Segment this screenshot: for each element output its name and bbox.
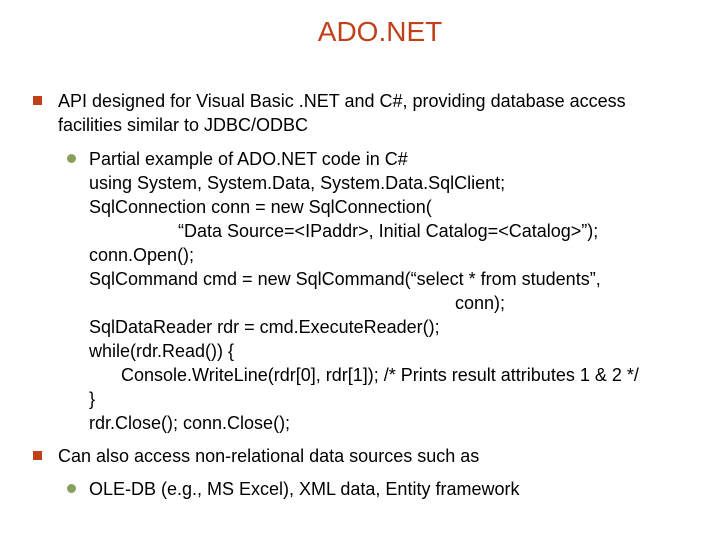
code-line-close: rdr.Close(); conn.Close(); xyxy=(89,413,291,433)
square-bullet-icon xyxy=(33,96,42,105)
round-bullet-icon xyxy=(67,484,76,493)
bullet-1-line-2: facilities similar to JDBC/ODBC xyxy=(58,115,309,135)
code-line-writeline: Console.WriteLine(rdr[0], rdr[1]); /* Prints result attributes 1 & 2 */ xyxy=(121,365,639,385)
code-line-reader: SqlDataReader rdr = cmd.ExecuteReader(); xyxy=(89,317,440,337)
code-intro-line: Partial example of ADO.NET code in C# xyxy=(89,149,408,169)
code-line-connection: SqlConnection conn = new SqlConnection( xyxy=(89,197,432,217)
code-line-open: conn.Open(); xyxy=(89,245,195,265)
bullet-2-line-1: Can also access non-relational data sources such as xyxy=(58,446,480,466)
square-bullet-icon xyxy=(33,451,42,460)
code-line-datasource: “Data Source=<IPaddr>, Initial Catalog=<Catalog>”); xyxy=(178,221,599,241)
code-line-while: while(rdr.Read()) { xyxy=(89,341,235,361)
code-line-command: SqlCommand cmd = new SqlCommand(“select * from students”, xyxy=(89,269,601,289)
code-line-conn-arg: conn); xyxy=(455,293,506,313)
code-line-using: using System, System.Data, System.Data.SqlClient; xyxy=(89,173,506,193)
bullet-1-line-1: API designed for Visual Basic .NET and C#, providing database access xyxy=(58,91,626,111)
sub-bullet-ole-db: OLE-DB (e.g., MS Excel), XML data, Entity framework xyxy=(89,479,520,499)
code-line-close-brace: } xyxy=(89,389,96,409)
slide-title: ADO.NET xyxy=(317,16,443,47)
round-bullet-icon xyxy=(67,154,76,163)
